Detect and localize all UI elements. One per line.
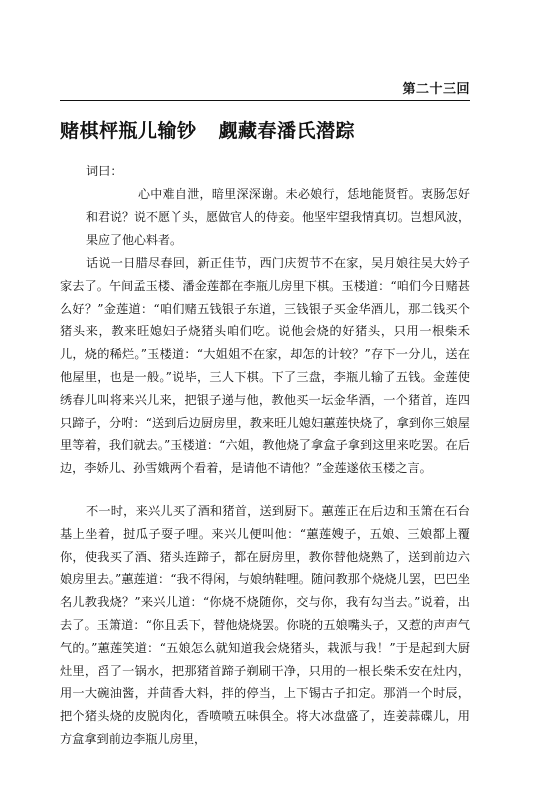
body-paragraph-2: 不一时，来兴儿买了酒和猪首，送到厨下。蕙莲正在后边和玉箫在石台基上坐着，挝瓜子耍子哩。来兴儿便叫他：“蕙莲嫂子，五娘、三娘都上覆你，使我买了酒、猪头连蹄子，都在厨房里，教你替他烧熟了，送到前边六娘房里去。”蕙莲道：“我不得闲，与娘纳鞋哩。随问教那个烧烧儿罢，巴巴坐名儿教我烧？”来兴儿道：“你烧不烧随你，交与你，我有勾当去。”说着，出去了。玉箫道：“你且丢下，替他烧烧罢。你晓的五娘嘴头子，又惹的声声气气的。”蕙莲笑道：“五娘怎么就知道我会烧猪头，栽派与我！”于是起到大厨灶里，舀了一锅水，把那猪首蹄子剃刷干净，只用的一根长柴禾安在灶内，用一大碗油酱，并茴香大料，拌的停当，上下锡古子扣定。那消一个时辰，把个猪头烧的皮脱肉化，香喷喷五味俱全。将大冰盘盛了，连姜蒜碟儿，用方盒拿到前边李瓶儿房里， <box>60 504 470 746</box>
chapter-title-part2: 觑藏春潘氏潜踪 <box>218 120 356 142</box>
chapter-title-part1: 赌棋枰瓶儿输钞 <box>60 120 197 142</box>
running-header: 第二十三回 <box>402 82 470 97</box>
ci-label: 词曰： <box>86 164 123 178</box>
ci-poem: 心中难自泄，暗里深深谢。未必娘行，恁地能贤哲。衷肠怎好和君说？说不愿丫头，愿做官人的侍妾。他坚牢望我情真切。岂想风波，果应了他心料者。 <box>86 187 471 247</box>
header-rule <box>60 100 470 101</box>
body-paragraph-1: 话说一日腊尽春回，新正佳节，西门庆贺节不在家，吴月娘往吴大妗子家去了。午间孟玉楼、潘金莲都在李瓶儿房里下棋。玉楼道：“咱们今日赌甚么好？”金莲道：“咱们赌五钱银子东道，三钱银子买金华酒儿，那二钱买个猪头来，教来旺媳妇子烧猪头咱们吃。说他会烧的好猪头，只用一根柴禾儿，烧的稀烂。”玉楼道：“大姐姐不在家，却怎的计较？”存下一分儿，送在他屋里，也是一般。”说毕，三人下棋。下了三盘，李瓶儿输了五钱。金莲使绣春儿叫将来兴儿来，把银子递与他，教他买一坛金华酒，一个猪首，连四只蹄子，分咐：“送到后边厨房里，教来旺儿媳妇蕙莲快烧了，拿到你三娘屋里等着，我们就去。”玉楼道：“六姐，教他烧了拿盒子拿到这里来吃罢。在后边，李娇儿、孙雪娥两个看着，是请他不请他？”金莲遂依玉楼之言。 <box>60 256 470 476</box>
chapter-title <box>60 116 480 143</box>
